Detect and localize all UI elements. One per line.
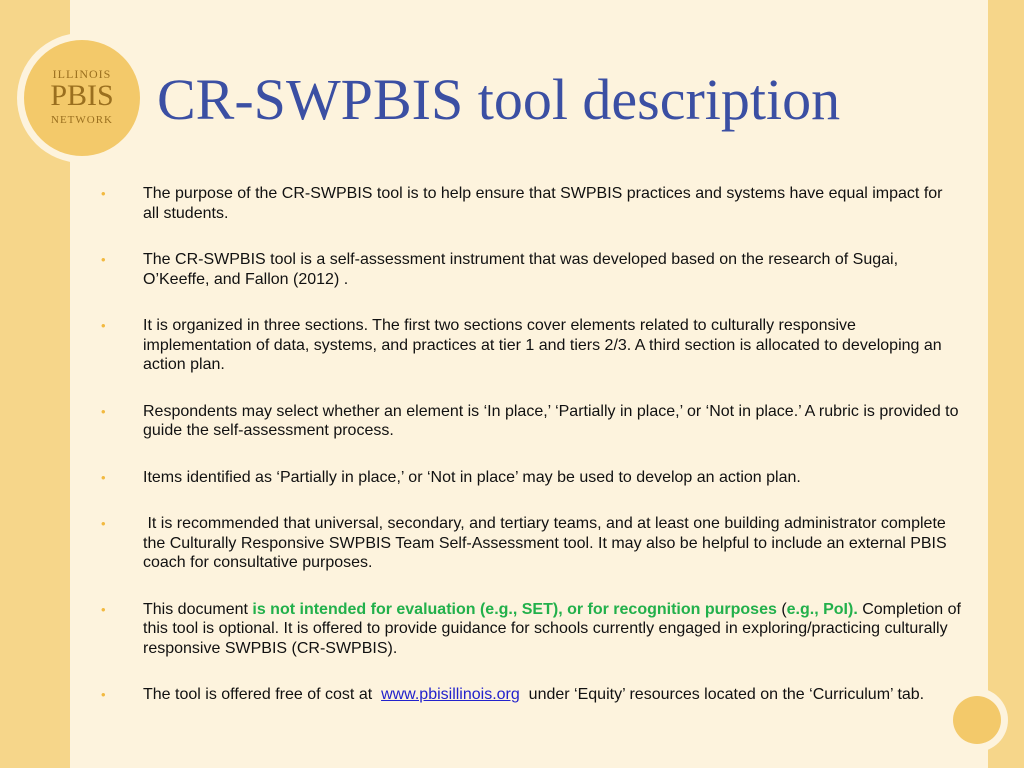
bullet-text: under ‘Equity’ resources located on the ‘Curriculum’ tab. [519,686,925,703]
bullet-item [101,250,961,289]
bullet-text: It is recommended that universal, secondary, and tertiary teams, and at least one building administrator complete the Culturally Responsive SWPBIS Team Self-Assessment tool. It may also be helpful to include an external PBIS coach for consultative purposes. [143,515,947,571]
logo-line-1: ILLINOIS [52,67,112,81]
bullet-item [101,316,961,375]
bullet-item [101,514,961,573]
bullet-text: The tool is offered free of cost at [143,686,382,703]
logo-line-2: PBIS [50,79,114,112]
bullet-icon: • [101,601,106,617]
bullet-text: This document [143,600,253,618]
bullet-text: Respondents may select whether an element is ‘In place,’ ‘Partially in place,’ or ‘Not in place.’ A rubric is provided to guide the self-assessment process. [143,402,959,439]
bullet-text: The purpose of the CR-SWPBIS tool is to help ensure that SWPBIS practices and systems have equal impact for all students. [143,185,943,222]
bullet-item-disclaimer [101,600,961,659]
bullet-icon: • [101,186,106,201]
bullet-icon: • [101,252,106,267]
bullet-item [101,184,961,223]
slide-title: CR-SWPBIS tool description [157,67,841,132]
bullet-icon: • [101,516,106,531]
bullet-item [101,468,961,488]
bullet-icon: • [101,687,106,702]
bullet-text: The CR-SWPBIS tool is a self-assessment instrument that was developed based on the research of Sugai, O’Keeffe, and Fallon (2012) . [143,251,899,288]
corner-decoration-circle [953,696,1001,744]
bullet-icon: • [101,403,106,419]
bullet-text: It is organized in three sections. The first two sections cover elements related to culturally responsive implementation of data, systems, and practices at tier 1 and tiers 2/3. A third section is allocated to developing an action plan. [143,317,942,373]
bullet-icon: • [101,469,106,485]
bullet-list [101,184,961,732]
website-link[interactable]: www.pbisillinois.org [381,686,520,703]
bullet-text: Completion of this tool is optional. It is offered to provide guidance for schools currently engaged in exploring/practicing culturally responsive SWPBIS (CR-SWPBIS). [143,600,961,657]
emphasis-text: is not intended for evaluation (e.g., SET), or for recognition purposes [252,600,777,618]
illinois-pbis-network-logo [24,40,140,156]
bullet-text: ( [776,600,787,618]
emphasis-text: e.g., PoI). [786,600,858,618]
bullet-icon: • [101,318,106,333]
bullet-text: Items identified as ‘Partially in place,’ or ‘Not in place’ may be used to develop an action plan. [143,468,801,486]
bullet-item [101,402,961,441]
logo-line-3: NETWORK [51,114,113,126]
bullet-item-website [101,685,961,705]
